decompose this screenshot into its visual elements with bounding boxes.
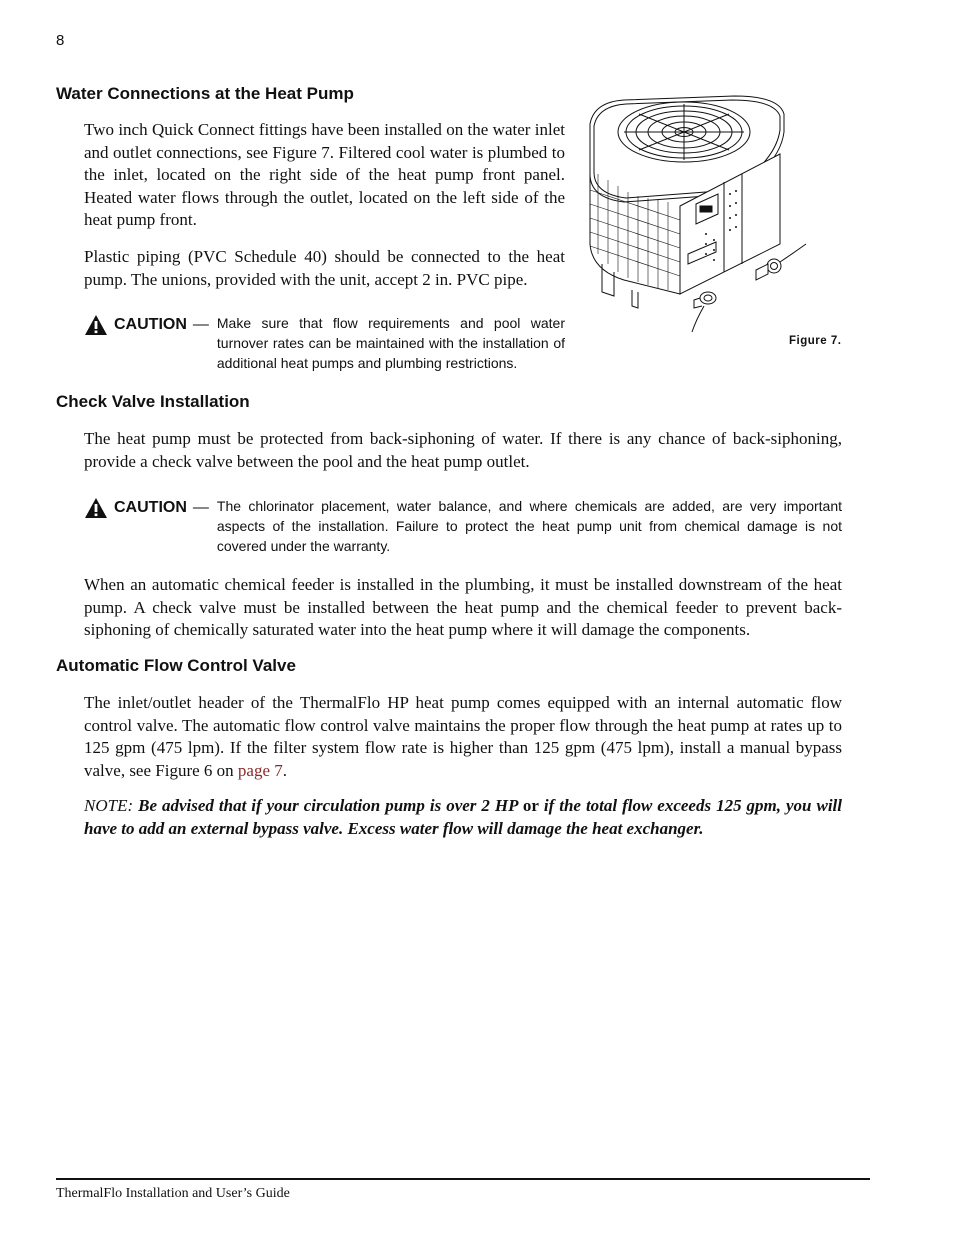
flow-control-text: The inlet/outlet header of the ThermalFlo HP heat pump comes equipped with an internal automatic flow control valve. The automatic flow control valve maintains the proper flow through the heat pump at rates up to 125 gpm (475 lpm). If the filter system flow rate is higher than 125 gpm (475 lpm), install a manual bypass valve, see Figure 6 on [84,693,842,780]
caution-text: Make sure that flow requirements and pool water turnover rates can be maintained with the installation of additional heat pumps and plumbing restrictions. [216,315,565,371]
check-valve-paragraph-2: When an automatic chemical feeder is installed in the plumbing, it must be installed downstream of the heat pump. A check valve must be installed between the heat pump and the chemical feeder to prevent back-siphoning of chemically saturated water into the heat pump where it will damage the components. [84,575,842,639]
note-part-1: Be advised that if your circulation pump is over 2 HP [138,796,518,815]
warning-icon [84,314,108,336]
footer-divider [56,1178,870,1180]
footer-title: ThermalFlo Installation and User’s Guide [56,1186,290,1201]
caution-dash: — [192,316,209,333]
section-heading-water-connections: Water Connections at the Heat Pump [56,84,354,103]
note-paragraph [84,795,842,840]
section-heading-flow-control: Automatic Flow Control Valve [56,656,296,675]
page-7-link[interactable]: page 7 [237,760,283,780]
note-or: or [522,796,539,815]
water-connections-paragraph-2: Plastic piping (PVC Schedule 40) should be connected to the heat pump. The unions, provided with the unit, accept 2 in. PVC pipe. [84,247,565,289]
caution-text: The chlorinator placement, water balance, and where chemicals are added, are very important aspects of the installation. Failure to protect the heat pump unit from chemical damage is not covered under the warranty. [216,498,842,554]
caution-header [84,314,209,336]
page-number: 8 [56,32,65,49]
caution-header [84,497,209,519]
flow-control-period: . [282,760,287,780]
caution-label: CAUTION [114,316,187,333]
figure-caption: Figure 7. [789,335,842,347]
warning-icon [84,497,108,519]
caution-dash: — [192,499,209,516]
note-part-2: if the total flow exceeds 125 gpm, you will have to add an external bypass valve. Excess water flow will damage the heat exchanger. [84,796,843,838]
heat-pump-illustration [584,94,810,334]
water-connections-paragraph-1: Two inch Quick Connect fittings have been installed on the water inlet and outlet connections, see Figure 7. Filtered cool water is plumbed to the inlet, located on the right side of the heat pump front panel. Heated water flows through the outlet, located on the left side of the heat pump front. [84,120,565,229]
caution-note-flow [84,313,565,373]
caution-note-chemicals [84,496,842,556]
check-valve-paragraph-1: The heat pump must be protected from back-siphoning of water. If there is any chance of back-siphoning, provide a check valve between the pool and the heat pump outlet. [84,429,842,471]
section-heading-check-valve: Check Valve Installation [56,392,250,411]
note-label: NOTE: [84,796,134,815]
flow-control-paragraph [84,692,842,782]
caution-label: CAUTION [114,499,187,516]
